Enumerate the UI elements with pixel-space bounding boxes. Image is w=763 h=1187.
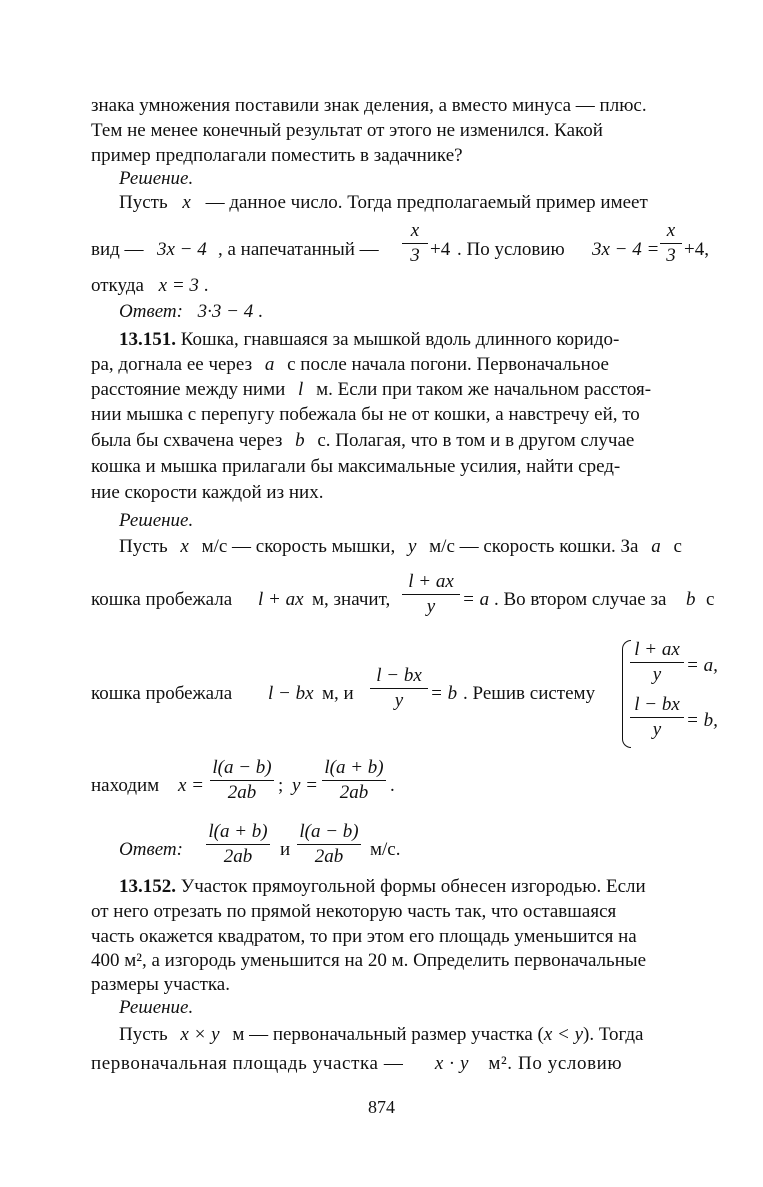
fraction: [402, 221, 428, 266]
math-expr: l − bx: [268, 683, 314, 704]
text-line: [119, 1025, 643, 1044]
fraction: [660, 221, 682, 266]
answer-label: Ответ:: [119, 839, 183, 860]
math-expr: = b: [430, 683, 458, 704]
text: Пусть: [119, 536, 168, 557]
problem-number: 13.151.: [119, 329, 176, 350]
text: м/с — скорость мышки,: [201, 536, 396, 557]
math-expr: y =: [292, 775, 319, 796]
text: м². По условию: [488, 1053, 623, 1074]
text-line: от него отрезать по прямой некоторую часть так, что оставшаяся: [91, 901, 617, 922]
math-expr: l + ax: [258, 589, 304, 610]
text: откуда: [91, 275, 144, 296]
fraction-bar: [297, 844, 361, 845]
fraction-bar: [402, 594, 460, 595]
fraction-denominator: 2ab: [339, 781, 369, 803]
text: м/с — скорость кошки. За: [429, 536, 639, 557]
math-var: l: [298, 379, 304, 400]
fraction-numerator: x: [410, 220, 420, 241]
solution-heading: Решение.: [119, 510, 194, 531]
fraction-bar: [210, 780, 274, 781]
text: находим: [91, 775, 160, 796]
text-line: часть окажется квадратом, то при этом его площадь уменьшится на: [91, 926, 637, 947]
fraction-denominator: 2ab: [227, 781, 257, 803]
text: м, значит,: [312, 589, 391, 610]
math-var: a: [264, 354, 275, 375]
text: ). Тогда: [583, 1024, 644, 1045]
fraction-numerator: l + ax: [408, 571, 454, 592]
text: .: [258, 301, 263, 322]
math-expr: x = 3: [158, 275, 199, 296]
math-expr: x < y: [543, 1024, 584, 1045]
text: была бы схвачена через: [91, 430, 283, 451]
text: с: [673, 536, 682, 557]
fraction: [322, 758, 386, 803]
math-expr: = a: [462, 589, 490, 610]
text-line: размеры участка.: [91, 974, 230, 995]
fraction-denominator: 3: [666, 244, 676, 266]
text-line: [91, 1054, 622, 1073]
problem-line: [119, 877, 646, 896]
fraction: [210, 758, 274, 803]
answer-label: Ответ:: [119, 301, 183, 322]
problem-line: [119, 330, 619, 349]
text: . Во втором случае за: [494, 589, 667, 610]
fraction: [206, 822, 270, 867]
fraction-bar: [206, 844, 270, 845]
text-line: [91, 431, 634, 450]
text: с. Полагая, что в том и в другом случае: [317, 430, 635, 451]
text-line: нии мышка с перепугу побежала бы не от кошки, а навстречу ей, то: [91, 404, 640, 425]
text-line: пример предполагали поместить в задачнике?: [91, 145, 463, 166]
math-var: b: [295, 430, 305, 451]
fraction: [402, 572, 460, 617]
text: +4: [430, 239, 451, 260]
text: м — первоначальный размер участка (: [232, 1024, 544, 1045]
fraction-numerator: x: [666, 220, 676, 241]
text: Кошка, гнавшаяся за мышкой вдоль длинного коридо-: [180, 329, 620, 350]
fraction: [630, 640, 684, 685]
math-var: x: [180, 536, 189, 557]
math-expr: x × y: [180, 1024, 220, 1045]
text: Пусть: [119, 192, 168, 213]
math-expr: = a,: [686, 655, 718, 676]
text: м/с.: [370, 839, 401, 860]
fraction-bar: [630, 662, 684, 663]
fraction-numerator: l − bx: [634, 694, 680, 715]
fraction-numerator: l − bx: [376, 665, 422, 686]
text: , а напечатанный —: [218, 239, 379, 260]
problem-number: 13.152.: [119, 876, 176, 897]
math-expr: 3x − 4: [157, 239, 207, 260]
fraction-numerator: l(a + b): [208, 821, 268, 842]
text: м, и: [322, 683, 354, 704]
solution-heading: Решение.: [119, 168, 194, 189]
text: ра, догнала ее через: [91, 354, 253, 375]
fraction-bar: [322, 780, 386, 781]
fraction: [370, 666, 428, 711]
text-line: Тем не менее конечный результат от этого не изменился. Какой: [91, 120, 603, 141]
text-line: [91, 355, 609, 374]
text-line: [119, 193, 648, 212]
text-line: [91, 380, 651, 399]
fraction-bar: [402, 243, 428, 244]
text-line: [119, 537, 682, 556]
text: — данное число. Тогда предполагаемый пример имеет: [205, 192, 648, 213]
fraction-denominator: 3: [410, 244, 420, 266]
text-line: кошка и мышка прилагали бы максимальные усилия, найти сред-: [91, 456, 621, 477]
text: первоначальная площадь участка —: [91, 1053, 404, 1074]
fraction-denominator: y: [394, 689, 404, 711]
text-line: [91, 276, 208, 295]
text: +4,: [684, 239, 709, 260]
text: Пусть: [119, 1024, 168, 1045]
math-var: y: [407, 536, 417, 557]
fraction-numerator: l(a − b): [212, 757, 272, 778]
fraction-denominator: y: [652, 663, 662, 685]
math-var: a: [651, 536, 661, 557]
text: . По условию: [457, 239, 565, 260]
text-line: 400 м², а изгородь уменьшится на 20 м. Определить первоначальные: [91, 950, 647, 971]
fraction: [297, 822, 361, 867]
text: ;: [278, 775, 284, 796]
text: . Решив систему: [463, 683, 596, 704]
solution-heading: Решение.: [119, 997, 194, 1018]
math-expr: = b,: [686, 710, 718, 731]
text: .: [390, 775, 395, 796]
text-line: ние скорости каждой из них.: [91, 482, 324, 503]
fraction-numerator: l(a − b): [299, 821, 359, 842]
math-expr: x · y: [434, 1053, 470, 1074]
text-line: знака умножения поставили знак деления, а вместо минуса — плюс.: [91, 95, 647, 116]
math-expr: 3x − 4 =: [592, 239, 660, 260]
text: .: [203, 275, 209, 296]
page-number: 874: [368, 1097, 395, 1117]
text: с после начала погони. Первоначальное: [287, 354, 609, 375]
math-var: x: [182, 192, 191, 213]
fraction-denominator: 2ab: [314, 845, 344, 867]
fraction-denominator: y: [426, 595, 436, 617]
fraction: [630, 695, 684, 740]
fraction-denominator: 2ab: [223, 845, 253, 867]
fraction-bar: [370, 688, 428, 689]
fraction-bar: [630, 717, 684, 718]
text: м. Если при таком же начальном расстоя-: [316, 379, 652, 400]
text: Участок прямоугольной формы обнесен изгородью. Если: [180, 876, 646, 897]
fraction-numerator: l + ax: [634, 639, 680, 660]
text: и: [280, 839, 291, 860]
text: с: [706, 589, 715, 610]
text: кошка пробежала: [91, 683, 233, 704]
text: расстояние между ними: [91, 379, 286, 400]
fraction-denominator: y: [652, 718, 662, 740]
text: кошка пробежала: [91, 589, 233, 610]
answer-line: [119, 302, 263, 321]
fraction-bar: [660, 243, 682, 244]
fraction-numerator: l(a + b): [324, 757, 384, 778]
math-expr: 3·3 − 4: [197, 301, 254, 322]
math-var: b: [686, 589, 696, 610]
text: вид —: [91, 239, 144, 260]
math-expr: x =: [178, 775, 205, 796]
